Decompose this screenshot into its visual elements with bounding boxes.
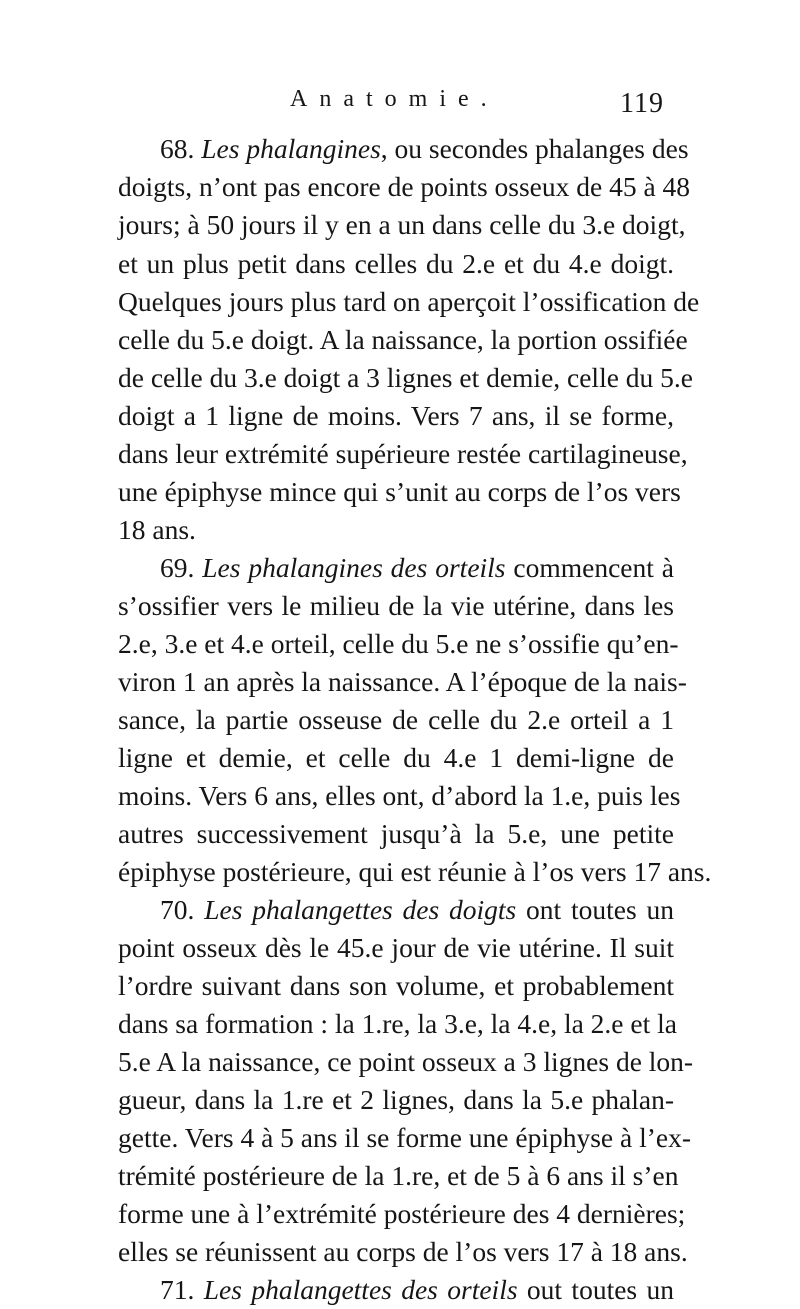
text-line: 18 ans. (118, 514, 196, 545)
text-line: doigts, n’ont pas encore de points osseux de 45 à 48 (118, 171, 691, 202)
text-line: une épiphyse mince qui s’unit au corps de l’os vers (118, 476, 681, 507)
text-line: dans sa formation : la 1.re, la 3.e, la 4.e, la 2.e et la (118, 1008, 677, 1039)
text-line: s’ossifier vers le milieu de la vie utérine, dans les (118, 590, 674, 621)
text-line: gette. Vers 4 à 5 ans il se forme une épiphyse à l’ex- (118, 1122, 691, 1153)
text-line: 68. Les phalangines, ou secondes phalanges des (160, 133, 689, 164)
text-line: et un plus petit dans celles du 2.e et du 4.e doigt. (118, 248, 674, 279)
text-line: 5.e A la naissance, ce point osseux a 3 lignes de lon- (118, 1046, 694, 1077)
text-line: 2.e, 3.e et 4.e orteil, celle du 5.e ne s’ossifie qu’en- (118, 628, 679, 659)
text-line: viron 1 an après la naissance. A l’époque de la nais- (118, 666, 687, 697)
text-line: 69. Les phalangines des orteils commencent à (160, 552, 674, 583)
text-line: trémité postérieure de la 1.re, et de 5 à 6 ans il s’en (118, 1160, 679, 1191)
text-line: forme une à l’extrémité postérieure des 4 dernières; (118, 1198, 686, 1229)
text-line: jours; à 50 jours il y en a un dans celle du 3.e doigt, (118, 209, 686, 240)
running-title (290, 86, 499, 113)
page-number: 119 (620, 88, 664, 119)
text-line: de celle du 3.e doigt a 3 lignes et demie, celle du 5.e (118, 362, 694, 393)
running-title-text: Anatomie. (290, 86, 499, 112)
text-line: point osseux dès le 45.e jour de vie utérine. Il suit (118, 932, 674, 963)
text-line: ligne et demie, et celle du 4.e 1 demi-ligne de (118, 742, 674, 773)
text-line: l’ordre suivant dans son volume, et probablement (118, 970, 674, 1001)
text-line: épiphyse postérieure, qui est réunie à l’os vers 17 ans. (118, 856, 712, 887)
text-line: moins. Vers 6 ans, elles ont, d’abord la 1.e, puis les (118, 780, 681, 811)
text-line: dans leur extrémité supérieure restée cartilagineuse, (118, 438, 688, 469)
text-line: celle du 5.e doigt. A la naissance, la portion ossifiée (118, 324, 688, 355)
text-line: 70. Les phalangettes des doigts ont toutes un (160, 894, 674, 925)
text-line: autres successivement jusqu’à la 5.e, une petite (118, 818, 674, 849)
text-line: Quelques jours plus tard on aperçoit l’ossification de (118, 286, 700, 317)
text-line: sance, la partie osseuse de celle du 2.e orteil a 1 (118, 704, 674, 735)
text-line: elles se réunissent au corps de l’os vers 17 à 18 ans. (118, 1236, 688, 1267)
text-line: doigt a 1 ligne de moins. Vers 7 ans, il se forme, (118, 400, 674, 431)
text-line: gueur, dans la 1.re et 2 lignes, dans la 5.e phalan- (118, 1084, 674, 1115)
text-line: 71. Les phalangettes des orteils out toutes un (160, 1274, 674, 1305)
